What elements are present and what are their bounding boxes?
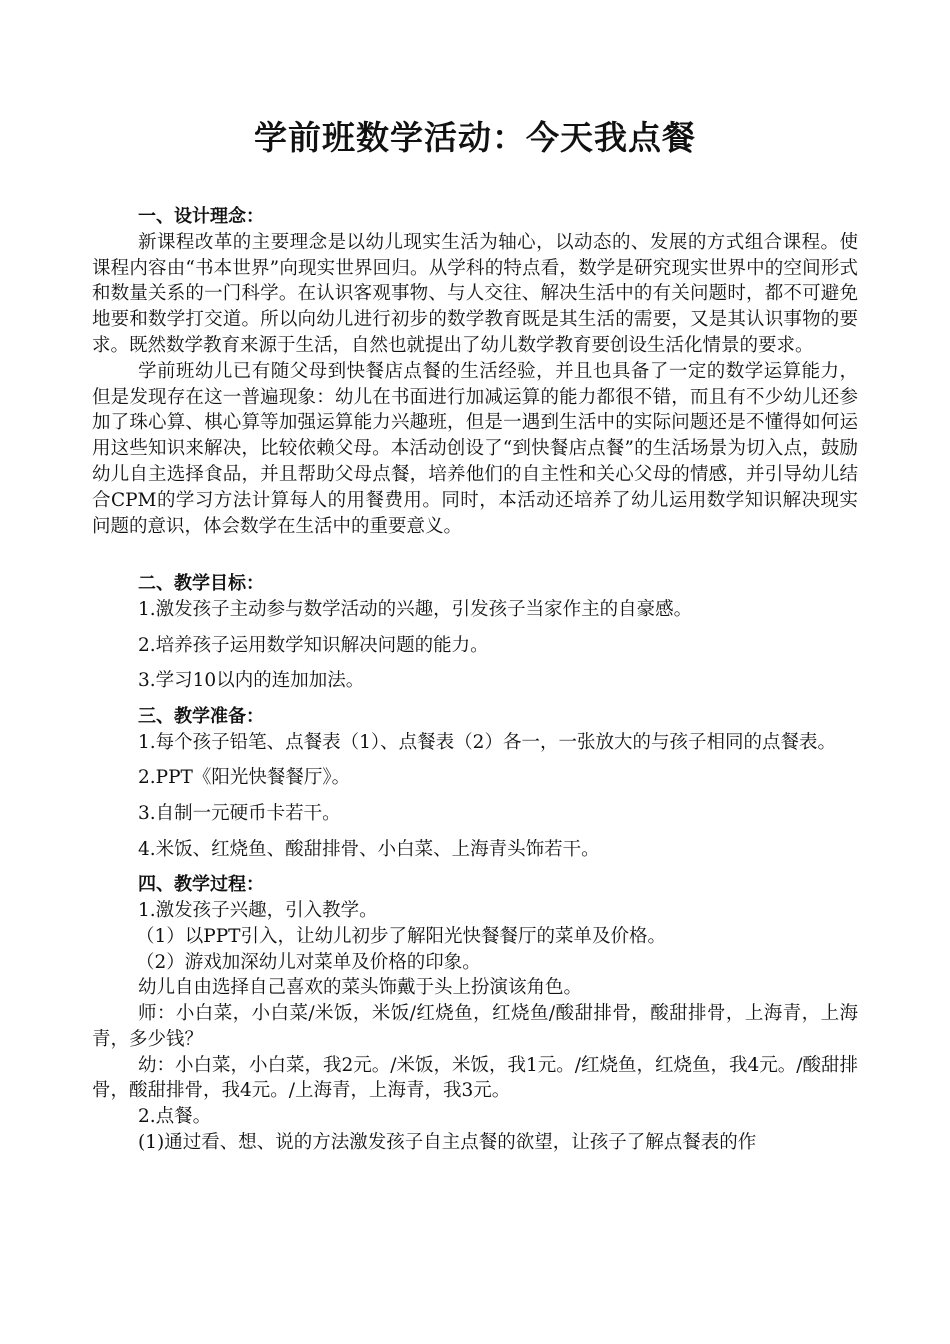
dialogue-children: 幼：小白菜，小白菜，我2元。/米饭，米饭，我1元。/红烧鱼，红烧鱼，我4元。/酸甜排骨，酸甜排骨，我4元。/上海青，上海青，我3元。 xyxy=(92,1054,859,1102)
process-substep: (1)通过看、想、说的方法激发孩子自主点餐的欲望，让孩子了解点餐表的作 xyxy=(138,1132,757,1154)
process-step: 1.激发孩子兴趣，引入教学。 xyxy=(138,899,378,921)
list-item: 3.自制一元硬币卡若干。 xyxy=(138,802,341,824)
section-heading-teaching-goals: 二、教学目标： xyxy=(138,573,264,595)
list-item: 1.每个孩子铅笔、点餐表（1）、点餐表（2）各一，一张放大的与孩子相同的点餐表。 xyxy=(138,731,836,753)
paragraph: 学前班幼儿已有随父母到快餐店点餐的生活经验，并且也具备了一定的数学运算能力，但是发现存在这一普遍现象：幼儿在书面进行加减运算的能力都很不错，而且有不少幼儿还参加了珠心算、棋心算等加强运算能力兴趣班，但是一遇到生活中的实际问题还是不懂得如何运用这些知识来解决，比较依赖父母。本活动创设了“到快餐店点餐”的生活场景为切入点，鼓励幼儿自主选择食品，并且帮助父母点餐，培养他们的自主性和关心父母的情感，并引导幼儿结合CPM的学习方法计算每人的用餐费用。同时，本活动还培养了幼儿运用数学知识解决现实问题的意识，体会数学在生活中的重要意义。 xyxy=(92,360,858,537)
process-substep: （2）游戏加深幼儿对菜单及价格的印象。 xyxy=(136,951,481,973)
list-item: 3.学习10以内的连加加法。 xyxy=(138,670,365,692)
paragraph: 幼儿自由选择自己喜欢的菜头饰戴于头上扮演该角色。 xyxy=(138,977,583,999)
list-item: 2.培养孩子运用数学知识解决问题的能力。 xyxy=(138,634,489,656)
section-heading-design-concept: 一、设计理念： xyxy=(138,206,264,227)
process-substep: （1）以PPT引入，让幼儿初步了解阳光快餐餐厅的菜单及价格。 xyxy=(136,925,667,947)
list-item: 4.米饭、红烧鱼、酸甜排骨、小白菜、上海青头饰若干。 xyxy=(138,838,600,860)
section-heading-teaching-preparation: 三、教学准备： xyxy=(138,705,264,727)
list-item: 2.PPT《阳光快餐餐厅》。 xyxy=(138,767,351,789)
process-step: 2.点餐。 xyxy=(138,1106,212,1128)
dialogue-teacher: 师：小白菜，小白菜/米饭，米饭/红烧鱼，红烧鱼/酸甜排骨，酸甜排骨，上海青，上海青，多少钱？ xyxy=(92,1003,858,1050)
section-heading-teaching-process: 四、教学过程： xyxy=(138,874,264,896)
paragraph: 新课程改革的主要理念是以幼儿现实生活为轴心，以动态的、发展的方式组合课程。使课程内容由“书本世界”向现实世界回归。从学科的特点看，数学是研究现实世界中的空间形式和数量关系的一门科学。在认识客观事物、与人交往、解决生活中的有关问题时，都不可避免地要和数学打交道。所以向幼儿进行初步的数学教育既是其生活的需要，又是其认识事物的要求。既然数学教育来源于生活，自然也就提出了幼儿数学教育要创设生活化情景的要求。 xyxy=(92,231,858,356)
document-body xyxy=(92,204,858,1156)
section-spacer xyxy=(92,539,858,571)
list-item: 1.激发孩子主动参与数学活动的兴趣，引发孩子当家作主的自豪感。 xyxy=(138,599,693,621)
document-title: 学前班数学活动：今天我点餐 xyxy=(254,118,696,157)
